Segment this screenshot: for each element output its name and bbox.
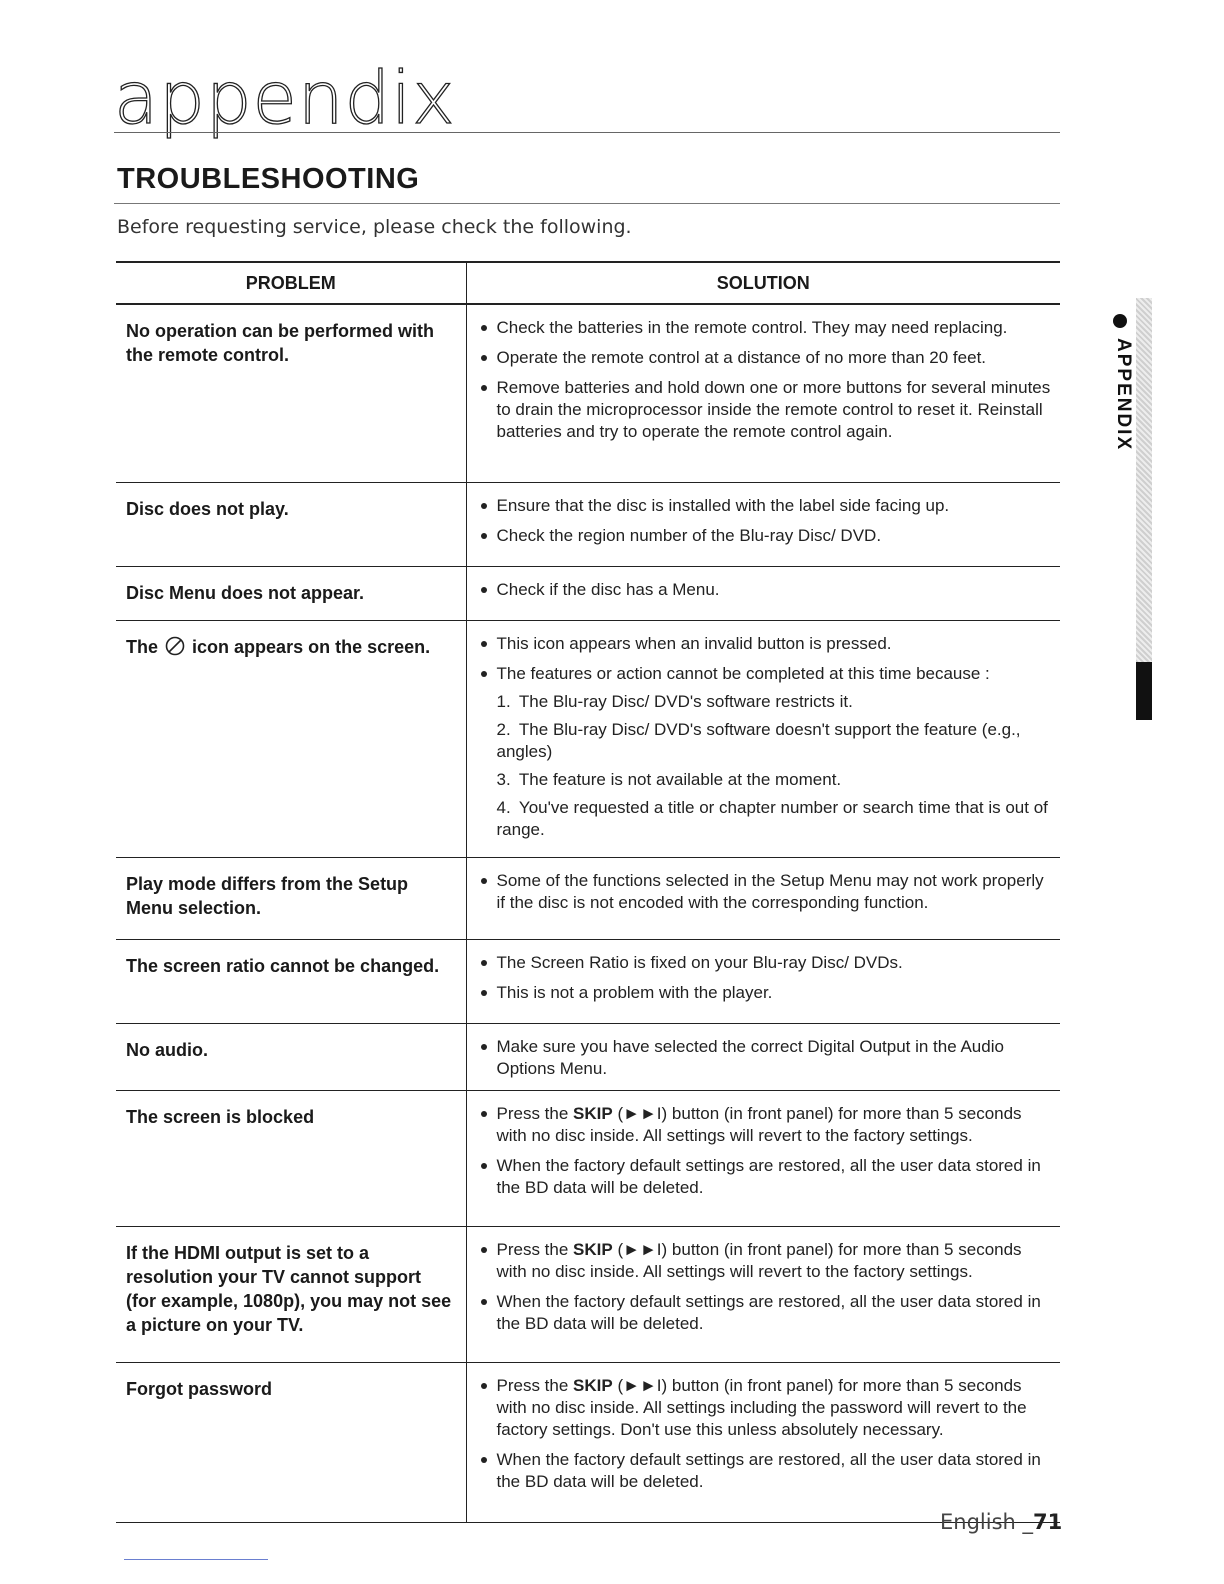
skip-icon: (►►I) [617,1375,668,1395]
page-footer [940,1510,1062,1534]
table-row [116,1226,1060,1362]
skip-icon: (►►I) [617,1239,668,1259]
solution-cell [466,1362,1060,1522]
side-section-label: APPENDIX [1113,338,1134,452]
solution-bullet: Press the SKIP (►►I) button (in front panel) for more than 5 seconds with no disc inside. All settings will revert to the factory settings. [481,1103,1055,1147]
footer-rule [124,1559,268,1560]
problem-cell: Play mode differs from the Setup Menu selection. [116,857,466,939]
section-rule [114,203,1060,204]
solution-bullet: This is not a problem with the player. [481,982,1055,1004]
solution-bullet: When the factory default settings are restored, all the user data stored in the BD data will be deleted. [481,1449,1055,1493]
solution-bullet: The features or action cannot be completed at this time because : 1. The Blu-ray Disc/ DVD's software restricts it. 2. The Blu-ray Disc/ DVD's software doesn't support the feature (e.g., angles) 3. The feature is not available at the moment. 4. You've requested a title or chapter number or search time that is out of range. [481,663,1055,841]
appendix-title: appendix [114,56,456,140]
table-row [116,1090,1060,1226]
problem-cell: Disc Menu does not appear. [116,566,466,620]
solution-bullet: When the factory default settings are restored, all the user data stored in the BD data will be deleted. [481,1155,1055,1199]
skip-icon: (►►I) [617,1103,668,1123]
solution-bullet: Check the batteries in the remote control. They may need replacing. [481,317,1055,339]
solution-cell [466,482,1060,566]
problem-cell: Disc does not play. [116,482,466,566]
footer-language: English _ [940,1510,1034,1534]
numbered-item: 4. You've requested a title or chapter number or search time that is out of range. [496,797,1048,839]
table-row [116,939,1060,1023]
table-row [116,482,1060,566]
problem-cell: If the HDMI output is set to a resolution your TV cannot support (for example, 1080p), you may not see a picture on your TV. [116,1226,466,1362]
problem-cell: The screen ratio cannot be changed. [116,939,466,1023]
page-number: 71 [1033,1510,1063,1534]
problem-cell: No audio. [116,1023,466,1090]
solution-bullet: Make sure you have selected the correct Digital Output in the Audio Options Menu. [481,1036,1055,1080]
troubleshooting-table [116,261,1060,1523]
solution-bullet: Check the region number of the Blu-ray Disc/ DVD. [481,525,1055,547]
solution-header: SOLUTION [466,262,1060,304]
skip-key-label: SKIP [573,1239,613,1259]
solution-cell [466,939,1060,1023]
numbered-item: 2. The Blu-ray Disc/ DVD's software doesn't support the feature (e.g., angles) [496,719,1021,761]
side-tab-stripe [1136,298,1152,662]
solution-bullet: Check if the disc has a Menu. [481,579,1055,601]
numbered-item: 1. The Blu-ray Disc/ DVD's software restricts it. [496,691,853,711]
prohibited-icon [165,636,185,656]
table-row [116,1362,1060,1522]
solution-bullet: When the factory default settings are restored, all the user data stored in the BD data will be deleted. [481,1291,1055,1335]
intro-text: Before requesting service, please check the following. [117,216,632,238]
solution-cell [466,1023,1060,1090]
solution-bullet: The Screen Ratio is fixed on your Blu-ray Disc/ DVDs. [481,952,1055,974]
table-row [116,857,1060,939]
solution-cell [466,1226,1060,1362]
problem-cell: The icon appears on the screen. [116,620,466,857]
solution-bullet: Ensure that the disc is installed with the label side facing up. [481,495,1055,517]
problem-cell: No operation can be performed with the remote control. [116,304,466,482]
table-row [116,1023,1060,1090]
problem-header: PROBLEM [116,262,466,304]
problem-cell: The screen is blocked [116,1090,466,1226]
numbered-item: 3. The feature is not available at the moment. [496,769,842,789]
table-row [116,620,1060,857]
problem-cell: Forgot password [116,1362,466,1522]
solution-bullet: Remove batteries and hold down one or more buttons for several minutes to drain the microprocessor inside the remote control to reset it. Reinstall batteries and try to operate the remote control again. [481,377,1055,443]
solution-bullet: Press the SKIP (►►I) button (in front panel) for more than 5 seconds with no disc inside. All settings will revert to the factory settings. [481,1239,1055,1283]
side-tab-marker [1136,662,1152,720]
skip-key-label: SKIP [573,1375,613,1395]
table-header-row [116,262,1060,304]
solution-cell [466,620,1060,857]
section-title: TROUBLESHOOTING [117,163,420,195]
solution-cell [466,566,1060,620]
solution-bullet: Some of the functions selected in the Setup Menu may not work properly if the disc is not encoded with the corresponding function. [481,870,1055,914]
solution-cell [466,857,1060,939]
solution-cell [466,304,1060,482]
solution-bullet: Press the SKIP (►►I) button (in front panel) for more than 5 seconds with no disc inside. All settings including the password will revert to the factory settings. Don't use this unless absolutely necessary. [481,1375,1055,1441]
appendix-rule [114,132,1060,133]
table-row [116,566,1060,620]
skip-key-label: SKIP [573,1103,613,1123]
solution-cell [466,1090,1060,1226]
bullet-dot-icon [1113,314,1127,328]
solution-bullet: Operate the remote control at a distance of no more than 20 feet. [481,347,1055,369]
solution-bullet: This icon appears when an invalid button is pressed. [481,633,1055,655]
table-row [116,304,1060,482]
